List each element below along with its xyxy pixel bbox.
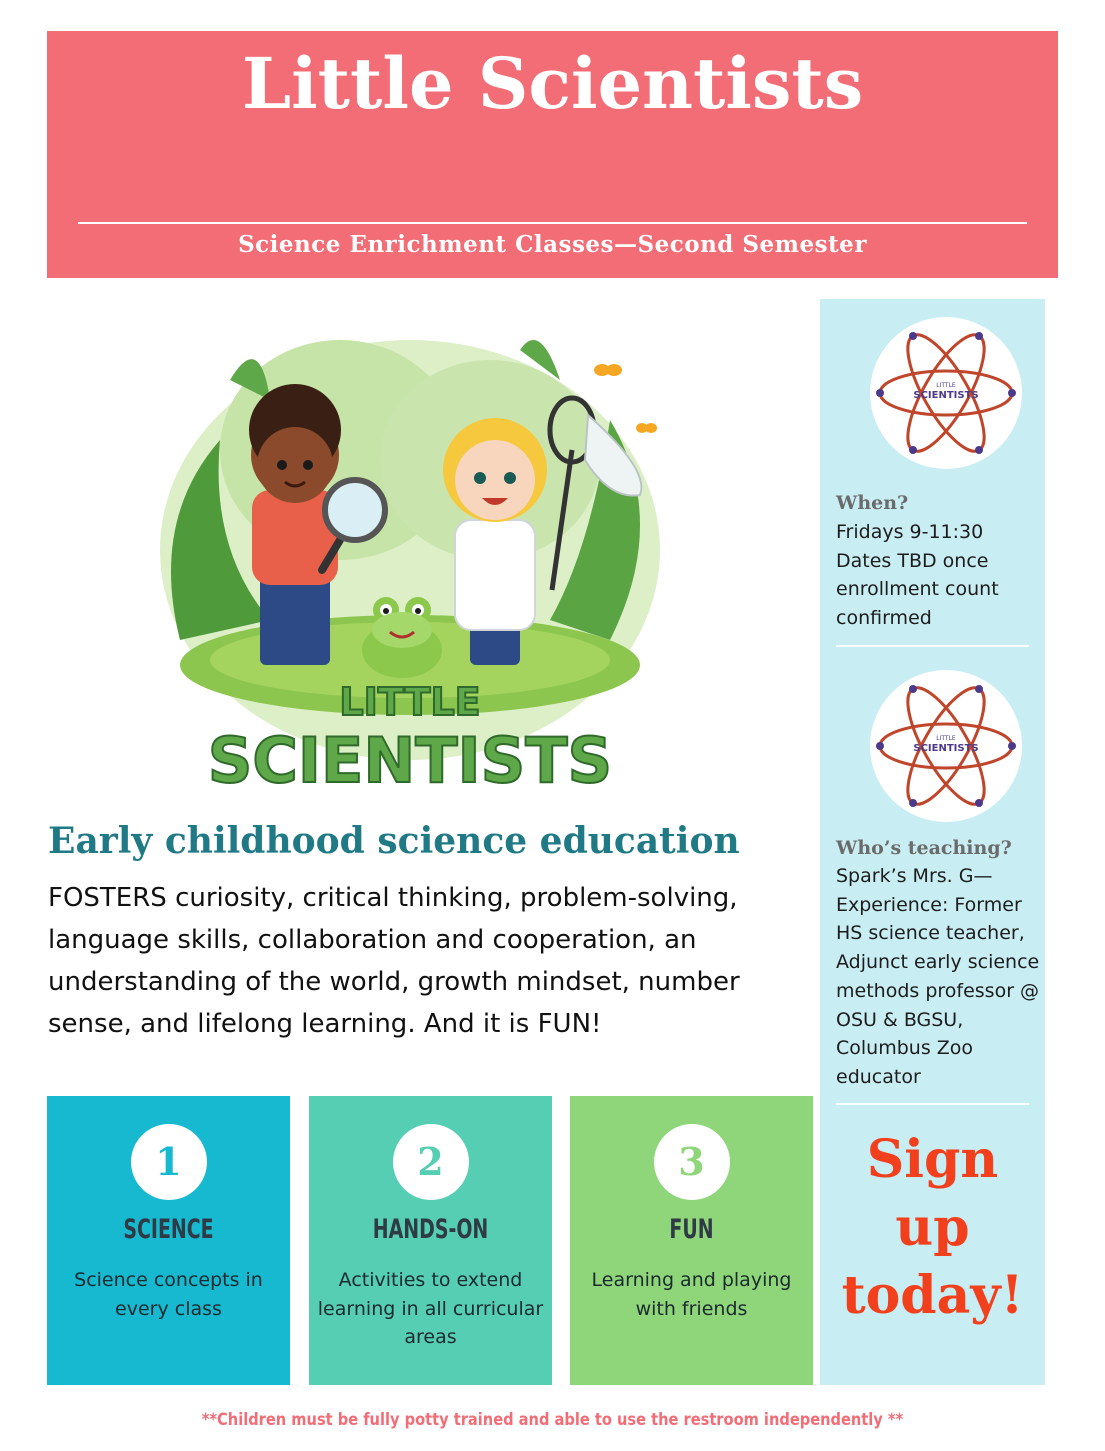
svg-text:SCIENTISTS: SCIENTISTS [913,743,979,754]
atom-icon [870,670,1022,822]
header-divider [78,222,1027,224]
card-title: SCIENCE [123,1214,214,1245]
logo-text-top: LITTLE [339,680,481,724]
card-text: Activities to extend learning in all curricular areas [317,1269,544,1348]
info-sidebar [820,299,1045,1385]
feature-card-fun [570,1096,813,1385]
section-heading: Early childhood science education [48,820,740,862]
hero-illustration [140,320,680,800]
header-banner [47,31,1058,278]
number-badge: 1 [131,1124,207,1200]
feature-card-science [47,1096,290,1385]
sidebar-divider [836,1103,1029,1105]
number-badge: 2 [393,1124,469,1200]
atom-logo [870,670,1022,822]
who-text: Spark’s Mrs. G— Experience: Former HS science teacher, Adjunct early science methods professor @ OSU & BGSU, Columbus Zoo educator [836,865,1040,1088]
signup-callout: Sign up today! [841,1129,1024,1326]
svg-text:LITTLE: LITTLE [936,735,956,742]
logo-text-bottom: SCIENTISTS [207,724,613,797]
page-title: Little Scientists [241,42,864,125]
card-text: Science concepts in every class [74,1269,263,1320]
section-body: FOSTERS curiosity, critical thinking, problem-solving, language skills, collaboration and cooperation, an understanding of the world, growth mindset, number sense, and lifelong learning. And it is FUN! [48,883,740,1039]
who-label: Who’s teaching? [836,837,1012,859]
when-text: Fridays 9-11:30 Dates TBD once enrollment count confirmed [836,521,999,630]
card-title: HANDS-ON [372,1214,489,1245]
number-badge: 3 [654,1124,730,1200]
svg-text:SCIENTISTS: SCIENTISTS [913,390,979,401]
atom-logo [870,317,1022,469]
sidebar-divider [836,645,1029,647]
atom-icon [870,317,1022,469]
svg-text:LITTLE: LITTLE [936,382,956,389]
card-text: Learning and playing with friends [591,1269,792,1320]
footnote: **Children must be fully potty trained and able to use the restroom independently ** [201,1410,904,1430]
card-title: FUN [669,1214,714,1245]
feature-card-hands-on [309,1096,552,1385]
page-subtitle: Science Enrichment Classes—Second Semester [238,231,867,258]
when-label: When? [836,492,909,514]
